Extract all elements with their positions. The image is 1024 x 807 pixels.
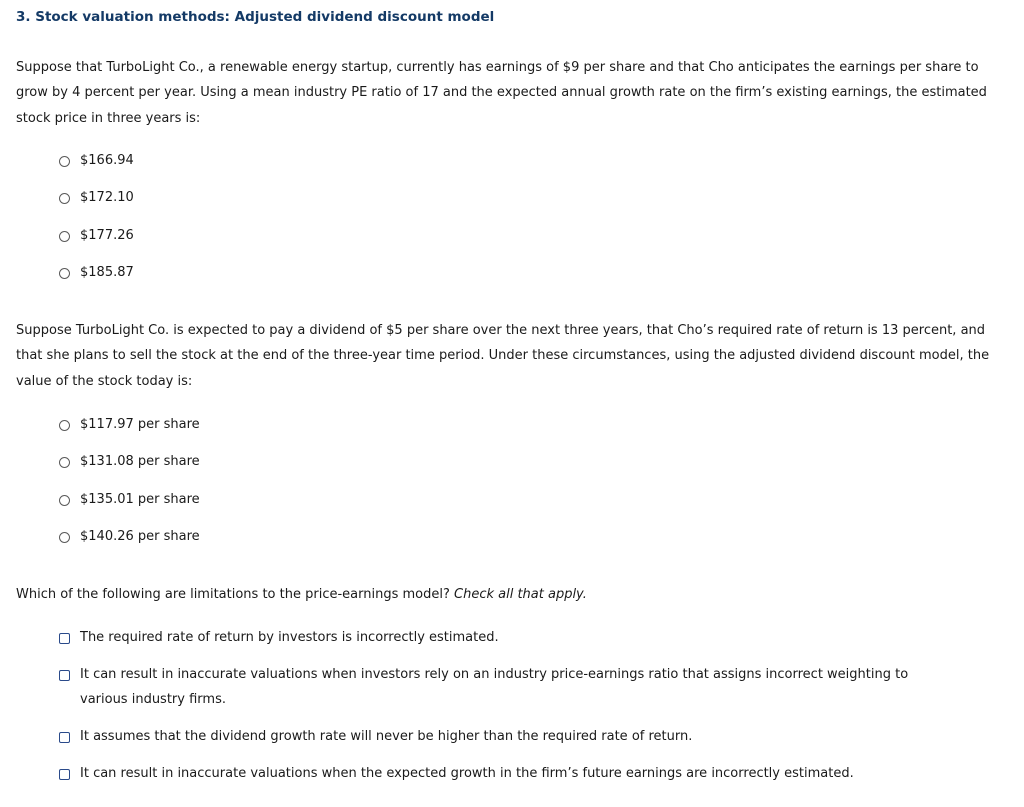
checkbox[interactable] — [59, 633, 70, 644]
q3-option-label: It can result in inaccurate valuations when the expected growth in the firm’s future earnings are incorrectly estimated. — [80, 766, 854, 781]
q1-option-4[interactable] — [59, 266, 134, 285]
checkbox[interactable] — [59, 670, 70, 681]
q2-option-label: $131.08 per share — [80, 454, 200, 469]
q1-option-label: $177.26 — [80, 228, 134, 243]
checkbox[interactable] — [59, 769, 70, 780]
q3-option-label: It can result in inaccurate valuations when investors rely on an industry price-earnings ratio that assigns incorrect weighting to various industry firms. — [80, 667, 909, 708]
q3-option-1[interactable] — [59, 631, 959, 650]
q2-option-1[interactable] — [59, 418, 200, 437]
radio-button[interactable] — [59, 268, 70, 279]
radio-button[interactable] — [59, 193, 70, 204]
q1-option-label: $172.10 — [80, 190, 134, 205]
q1-option-1[interactable] — [59, 154, 134, 173]
radio-button[interactable] — [59, 532, 70, 543]
q2-option-3[interactable] — [59, 493, 200, 512]
q2-option-4[interactable] — [59, 530, 200, 549]
q3-option-2[interactable] — [59, 668, 959, 713]
radio-button[interactable] — [59, 420, 70, 431]
q3-option-3[interactable] — [59, 730, 959, 749]
radio-button[interactable] — [59, 495, 70, 506]
question1-text: Suppose that TurboLight Co., a renewable energy startup, currently has earnings of $9 per share and that Cho anticipates the earnings per share to grow by 4 percent per year. Using a mean industry PE ratio of 17 and the expected annual growth rate on the firm’s existing earnings, the estimated stock price in three years is: — [16, 60, 987, 126]
checkbox[interactable] — [59, 732, 70, 743]
question3-prompt: Which of the following are limitations to the price-earnings model? — [16, 587, 450, 602]
q1-option-2[interactable] — [59, 191, 134, 210]
q1-option-label: $185.87 — [80, 265, 134, 280]
radio-button[interactable] — [59, 231, 70, 242]
q2-option-label: $135.01 per share — [80, 492, 200, 507]
q3-option-label: The required rate of return by investors is incorrectly estimated. — [80, 630, 499, 645]
q1-option-label: $166.94 — [80, 153, 134, 168]
q2-option-label: $140.26 per share — [80, 529, 200, 544]
question2-text: Suppose TurboLight Co. is expected to pay a dividend of $5 per share over the next three years, that Cho’s required rate of return is 13 percent, and that she plans to sell the stock at the end of the three-year time period. Under these circumstances, using the adjusted dividend discount model, the value of the stock today is: — [16, 323, 990, 389]
q3-option-label: It assumes that the dividend growth rate will never be higher than the required rate of return. — [80, 729, 693, 744]
question3-instruction: Check all that apply. — [454, 587, 587, 602]
question-title: 3. Stock valuation methods: Adjusted dividend discount model — [16, 9, 495, 25]
radio-button[interactable] — [59, 156, 70, 167]
q3-option-4[interactable] — [59, 767, 959, 786]
q1-option-3[interactable] — [59, 229, 134, 248]
radio-button[interactable] — [59, 457, 70, 468]
q2-option-label: $117.97 per share — [80, 417, 200, 432]
question3-text — [16, 582, 991, 607]
q2-option-2[interactable] — [59, 455, 200, 474]
